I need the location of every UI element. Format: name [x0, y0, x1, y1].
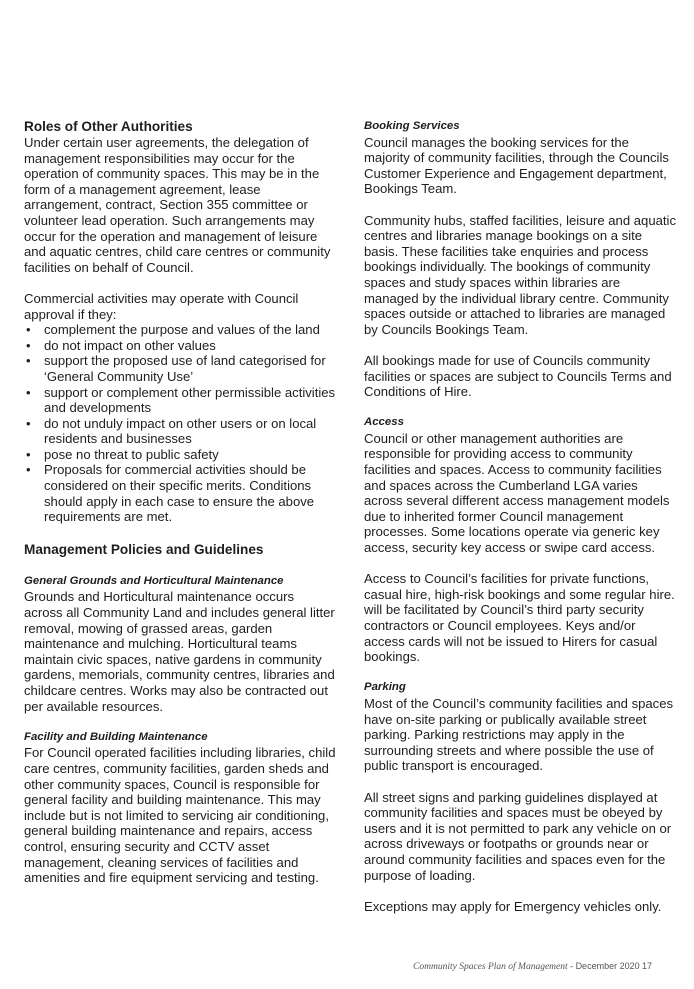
access-paragraph-2: Access to Council’s facilities for private functions, casual hire, high-risk bookings and some regular hire. will be facilitated by Council’s third party security contractors or Council employees. Keys and/or access cards will not be issued to Hirers for casual bookings. [364, 571, 675, 665]
list-item: • do not unduly impact on other users or on local residents and businesses [26, 415, 317, 447]
bullet-icon: • [26, 462, 31, 478]
grounds-heading: General Grounds and Horticultural Maintenance [24, 574, 284, 587]
list-item: • Proposals for commercial activities should be considered on their specific merits. Conditions should apply in each case to ensure the above requirements are met. [26, 462, 315, 525]
left-column [24, 119, 336, 886]
list-item: • support the proposed use of land categorised for ‘General Community Use’ [26, 353, 326, 384]
bullet-icon: • [26, 337, 31, 353]
list-item: • pose no threat to public safety [26, 446, 219, 462]
roles-paragraph: Under certain user agreements, the delegation of management responsibilities may occur for the operation of community spaces. This may be in the form of a management agreement, lease arrangement, contract, Section 355 committee or volunteer lead operation. Such arrangements may occur for the operation and management of leisure and aquatic centres, child care centres or community facilities on behalf of Council. [24, 135, 331, 275]
booking-paragraph-2: Community hubs, staffed facilities, leisure and aquatic centres and libraries manage bookings on a site basis. These facilities take enquiries and process bookings individually. The bookings of community spaces and study spaces within libraries are managed by the individual library centre. Community spaces outside or attached to libraries are managed by Councils Bookings Team. [364, 212, 676, 337]
parking-paragraph-1: Most of the Council’s community facilities and spaces have on-site parking or publically available street parking. Parking restrictions may apply in the surrounding streets and where possible the use of public transport is encouraged. [364, 695, 674, 774]
access-heading: Access [364, 416, 404, 429]
bullet-icon: • [26, 415, 31, 431]
facility-heading: Facility and Building Maintenance [24, 730, 208, 743]
list-item: • complement the purpose and values of the land [26, 322, 320, 338]
list-item: • do not impact on other values [26, 337, 216, 353]
footer-document-title: Community Spaces Plan of Management [413, 962, 568, 972]
commercial-bullet-list [24, 322, 336, 525]
page-footer [413, 961, 652, 972]
facility-paragraph: For Council operated facilities including libraries, child care centres, community facilities, garden sheds and other community spaces, Council is responsible for general facility and building maintenance. This may include but is not limited to servicing air conditioning, general building maintenance and repairs, access control, ensuring security and CCTV asset management, cleaning services of facilities and amenities and fire equipment servicing and testing. [24, 745, 336, 886]
roles-heading: Roles of Other Authorities [24, 119, 193, 134]
bullet-icon: • [26, 353, 31, 369]
grounds-paragraph: Grounds and Horticultural maintenance occurs across all Community Land and includes general litter removal, mowing of grassed areas, garden maintenance and mulching. Horticultural teams maintain civic spaces, native gardens in community gardens, memorials, community centres, libraries and childcare centres. Works may also be contracted out per available resources. [24, 589, 335, 714]
footer-separator: - [567, 962, 576, 972]
parking-paragraph-3: Exceptions may apply for Emergency vehicles only. [364, 898, 662, 914]
management-heading: Management Policies and Guidelines [24, 541, 264, 557]
parking-paragraph-2: All street signs and parking guidelines displayed at community facilities and spaces must be obeyed by users and it is not permitted to park any vehicle on or across driveways or footpaths or grounds near or around community facilities and spaces even for the purpose of loading. [364, 789, 672, 883]
access-paragraph-1: Council or other management authorities are responsible for providing access to community facilities and spaces. Access to community facilities and spaces across the Cumberland LGA varies across several different access management models due to inherited former Council management processes. Some locations operate via generic key access, security key access or swipe card access. [364, 430, 670, 556]
bullet-icon: • [26, 446, 31, 462]
commercial-intro: Commercial activities may operate with Council approval if they: [24, 290, 299, 322]
right-column [364, 119, 676, 914]
booking-heading: Booking Services [364, 120, 460, 132]
booking-paragraph-1: Council manages the booking services for the majority of community facilities, through the Councils Customer Experience and Engagement department, Bookings Team. [364, 134, 669, 197]
booking-paragraph-3: All bookings made for use of Councils community facilities or spaces are subject to Councils Terms and Conditions of Hire. [364, 352, 672, 400]
bullet-icon: • [26, 384, 31, 400]
bullet-icon: • [26, 322, 31, 338]
footer-date: December 2020 [575, 961, 640, 971]
parking-heading: Parking [364, 681, 406, 694]
list-item: • support or complement other permissible activities and developments [26, 384, 336, 416]
page-number: 17 [641, 961, 652, 971]
